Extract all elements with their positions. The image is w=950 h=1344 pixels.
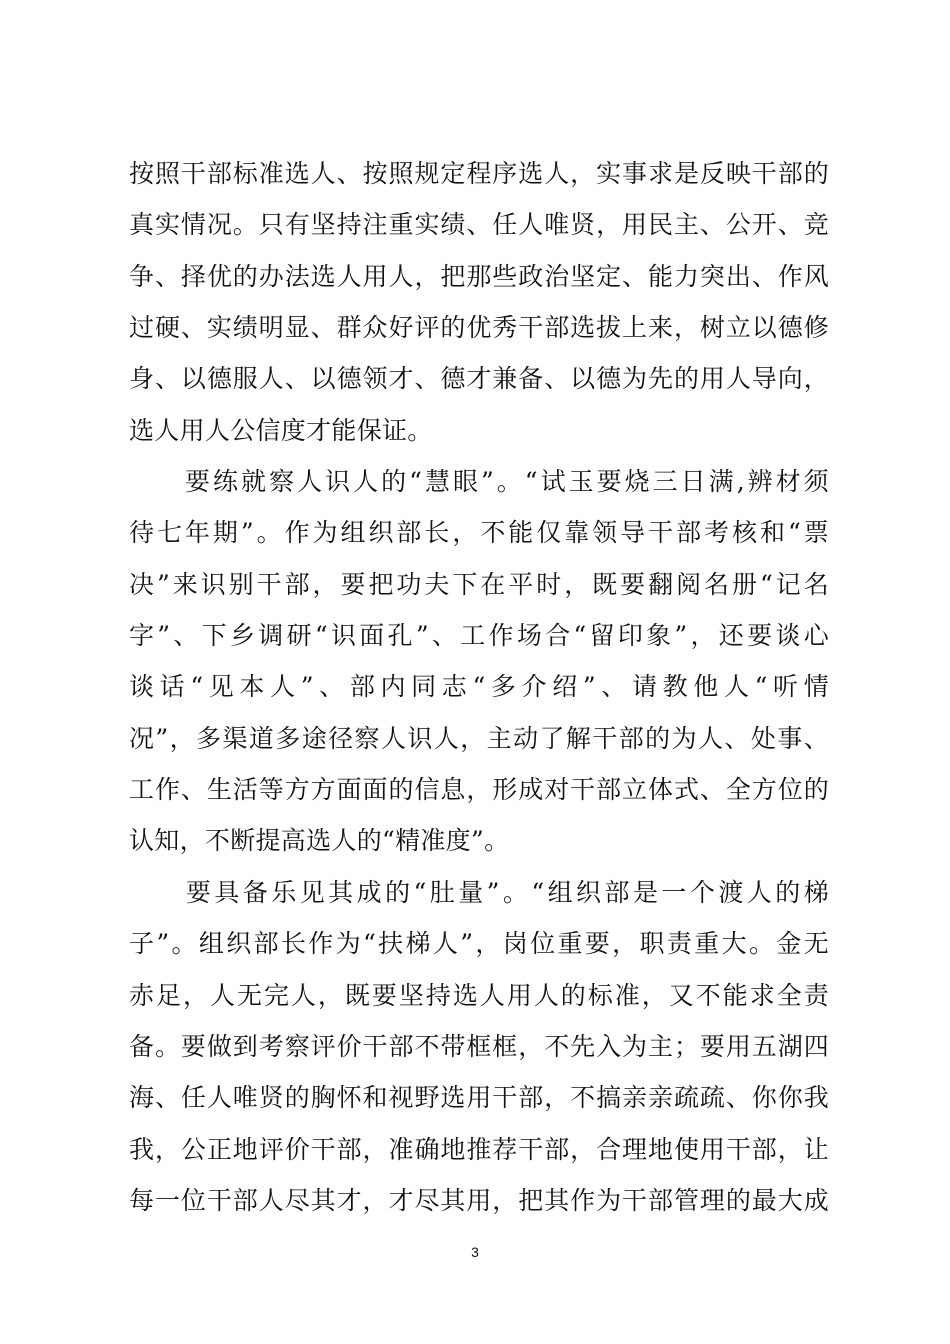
- page-number: 3: [471, 1244, 479, 1260]
- text-line: 谈话“见本人”、部内同志“多介绍”、请教他人“听情: [129, 672, 829, 702]
- text-line: 海、任人唯贤的胸怀和视野选用干部，不搞亲亲疏疏、你你我: [129, 1083, 829, 1113]
- text-line: 认知，不断提高选人的“精准度”。: [129, 826, 510, 856]
- text-line: 选人用人公信度才能保证。: [129, 415, 433, 445]
- text-line: 子”。组织部长作为“扶梯人”，岗位重要，职责重大。金无: [129, 929, 829, 959]
- text-line: 过硬、实绩明显、群众好评的优秀干部选拔上来，树立以德修: [129, 313, 829, 343]
- text-line: 字”、下乡调研“识面孔”、工作场合“留印象”，还要谈心: [129, 621, 829, 651]
- text-line: 真实情况。只有坚持注重实绩、任人唯贤，用民主、公开、竞: [129, 210, 829, 240]
- paragraph-heading-line: 要练就察人识人的“慧眼”。“试玉要烧三日满,辨材须: [129, 467, 829, 497]
- text-line: 身、以德服人、以德领才、德才兼备、以德为先的用人导向，: [129, 364, 829, 394]
- text-line: 每一位干部人尽其才，才尽其用，把其作为干部管理的最大成: [129, 1185, 829, 1215]
- paragraph-heading-line: 要具备乐见其成的“肚量”。“组织部是一个渡人的梯: [129, 877, 829, 907]
- text-line: 待七年期”。作为组织部长，不能仅靠领导干部考核和“票: [129, 518, 829, 548]
- text-line: 决”来识别干部，要把功夫下在平时，既要翻阅名册“记名: [129, 569, 829, 599]
- text-line: 我，公正地评价干部，准确地推荐干部，合理地使用干部，让: [129, 1134, 829, 1164]
- text-line: 备。要做到考察评价干部不带框框，不先入为主；要用五湖四: [129, 1031, 829, 1061]
- text-line: 按照干部标准选人、按照规定程序选人，实事求是反映干部的: [129, 159, 829, 188]
- text-line: 工作、生活等方方面面的信息，形成对干部立体式、全方位的: [129, 775, 829, 805]
- text-line: 赤足，人无完人，既要坚持选人用人的标准，又不能求全责: [129, 980, 829, 1010]
- body-text: [129, 148, 829, 1226]
- text-line: 况”，多渠道多途径察人识人，主动了解干部的为人、处事、: [129, 723, 829, 753]
- text-line: 争、择优的办法选人用人，把那些政治坚定、能力突出、作风: [129, 261, 829, 291]
